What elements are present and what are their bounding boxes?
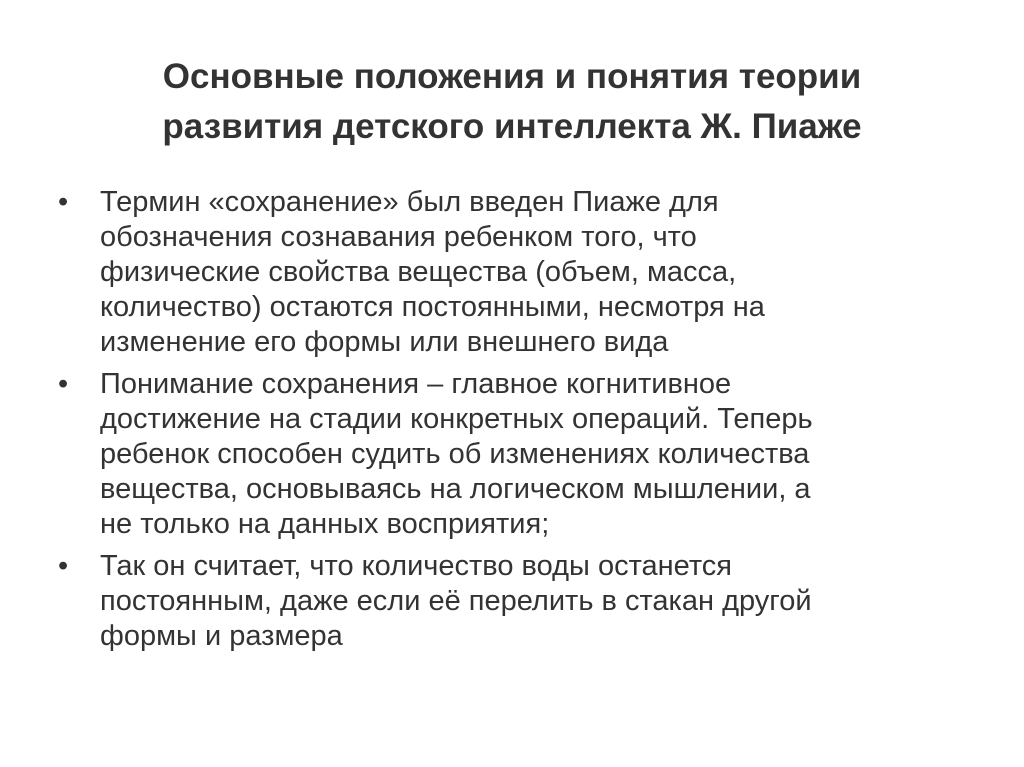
bullet-text-line: количество) остаются постоянными, несмотря на: [100, 291, 765, 323]
bullet-text-line: формы и размера: [100, 620, 343, 652]
title-line: Основные положения и понятия теории: [162, 57, 862, 96]
bullet-text-line: постоянным, даже если её перелить в стакан другой: [100, 585, 812, 617]
bullet-text-line: физические свойства вещества (объем, масса,: [100, 256, 737, 288]
bullet-item-conservation-term: [58, 185, 958, 360]
bullet-item-conservation-understanding: [58, 367, 958, 542]
bullet-text-line: Так он считает, что количество воды останется: [100, 550, 733, 582]
title-line: развития детского интеллекта Ж. Пиаже: [162, 107, 862, 146]
bullet-text-line: достижение на стадии конкретных операций. Теперь: [100, 403, 813, 435]
bullet-item-water-example: [58, 549, 958, 654]
bullet-text-line: Понимание сохранения – главное когнитивное: [100, 368, 732, 400]
bullet-text-line: обозначения сознавания ребенком того, что: [100, 221, 697, 253]
slide-title: [60, 52, 964, 152]
bullet-text-line: изменение его формы или внешнего вида: [100, 326, 669, 358]
bullet-text-line: ребенок способен судить об изменениях количества: [100, 438, 810, 470]
bullet-text-line: Термин «сохранение» был введен Пиаже для: [100, 186, 719, 218]
bullet-text-line: не только на данных восприятия;: [100, 508, 550, 540]
bullet-marker: •: [58, 368, 69, 400]
bullet-marker: •: [58, 550, 69, 582]
bullet-marker: •: [58, 186, 69, 218]
bullet-list: [58, 185, 958, 661]
bullet-text-line: вещества, основываясь на логическом мышлении, а: [100, 473, 811, 505]
